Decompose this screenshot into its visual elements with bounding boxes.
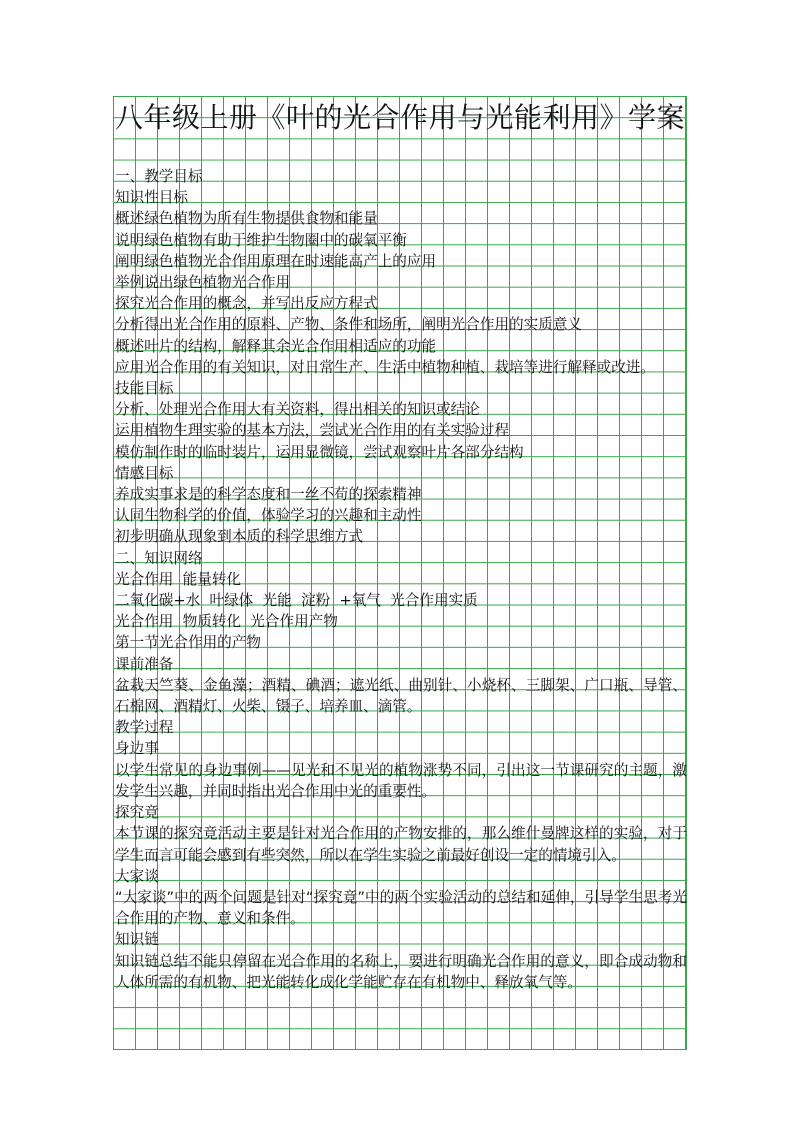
subheading-knowledge-goals: 知识性目标 [115,189,188,207]
text-line: 分析、处理光合作用大有关资料，得出相关的知识或结论 [115,401,480,419]
text-line: 认同生物科学的价值，体验学习的兴趣和主动性 [115,507,422,525]
text-line: 运用植物生理实验的基本方法，尝试光合作用的有关实验过程 [115,422,510,440]
text-line: 分析得出光合作用的原料、产物、条件和场所，阐明光合作用的实质意义 [115,316,583,334]
section-heading-teaching-goals: 一、教学目标 [115,168,203,185]
subheading-teaching-process: 教学过程 [115,719,174,737]
subheading-explore: 探究竟 [115,804,159,822]
text-line: 养成实事求是的科学态度和一丝不苟的探索精神 [115,486,422,504]
document-title: 八年级上册《叶的光合作用与光能利用》学案 [114,101,685,134]
paragraph: 本节课的探究竟活动主要是针对光合作用的产物安排的，那么维什曼牌这样的实验，对于学生而言可能会感到有些突然，所以在学生实验之前最好创设一定的情境引入。 [115,825,687,864]
subheading-emotion-goals: 情感目标 [115,464,174,482]
subheading-skill-goals: 技能目标 [115,380,174,398]
paragraph: 以学生常见的身边事例——见光和不见光的植物涨势不同，引出这一节课研究的主题，激发学生兴趣，并同时指出光合作用中光的重要性。 [115,761,687,800]
subheading-section-one: 第一节光合作用的产物 [115,634,261,652]
text-line: 概述叶片的结构，解释其余光合作用相适应的功能 [115,337,437,355]
paragraph: “大家谈”中的两个问题是针对“探究竟”中的两个实验活动的总结和延伸，引导学生思考光合作用的产物、意义和条件。 [115,888,687,928]
paragraph: 知识链总结不能只停留在光合作用的名称上，要进行明确光合作用的意义，即合成动物和人体所需的有机物、把光能转化成化学能贮存在有机物中、释放氧气等。 [115,952,687,991]
text-line: 举例说出绿色植物光合作用 [115,274,291,292]
text-line: 初步明确从现象到本质的科学思维方式 [115,528,364,546]
subheading-preparation: 课前准备 [115,655,174,673]
paragraph: 应用光合作用的有关知识，对日常生产、生活中植物种植、栽培等进行解释或改进。 [115,358,655,376]
text-line: 模仿制作时的临时装片，运用显微镜，尝试观察叶片各部分结构 [115,443,524,461]
text-line: 探究光合作用的概念，并写出反应方程式 [115,295,378,313]
text-line: 光合作用 能量转化 [115,570,242,588]
text-line: 阐明绿色植物光合作用原理在时速能高产上的应用 [115,252,437,270]
text-line: 概述绿色植物为所有生物提供食物和能量 [115,210,378,228]
paragraph: 盆栽天竺葵、金鱼藻；酒精、碘酒；遮光纸、曲别针、小烧杯、三脚架、广口瓶、导管、石棉网、酒精灯、火柴、镊子、培养皿、滴管。 [115,676,687,716]
text-line: 光合作用 物质转化 光合作用产物 [115,613,338,631]
document-body [115,166,687,993]
section-heading-knowledge-network: 二、知识网络 [115,549,203,567]
text-line: 二氧化碳+水 叶绿体 光能 淀粉 +氧气 光合作用实质 [115,592,478,610]
subheading-daily-life: 身边事 [115,740,159,758]
subheading-discussion: 大家谈 [115,867,159,885]
text-line: 说明绿色植物有助于维护生物圈中的碳氧平衡 [115,231,407,249]
subheading-knowledge-chain: 知识链 [115,931,159,949]
